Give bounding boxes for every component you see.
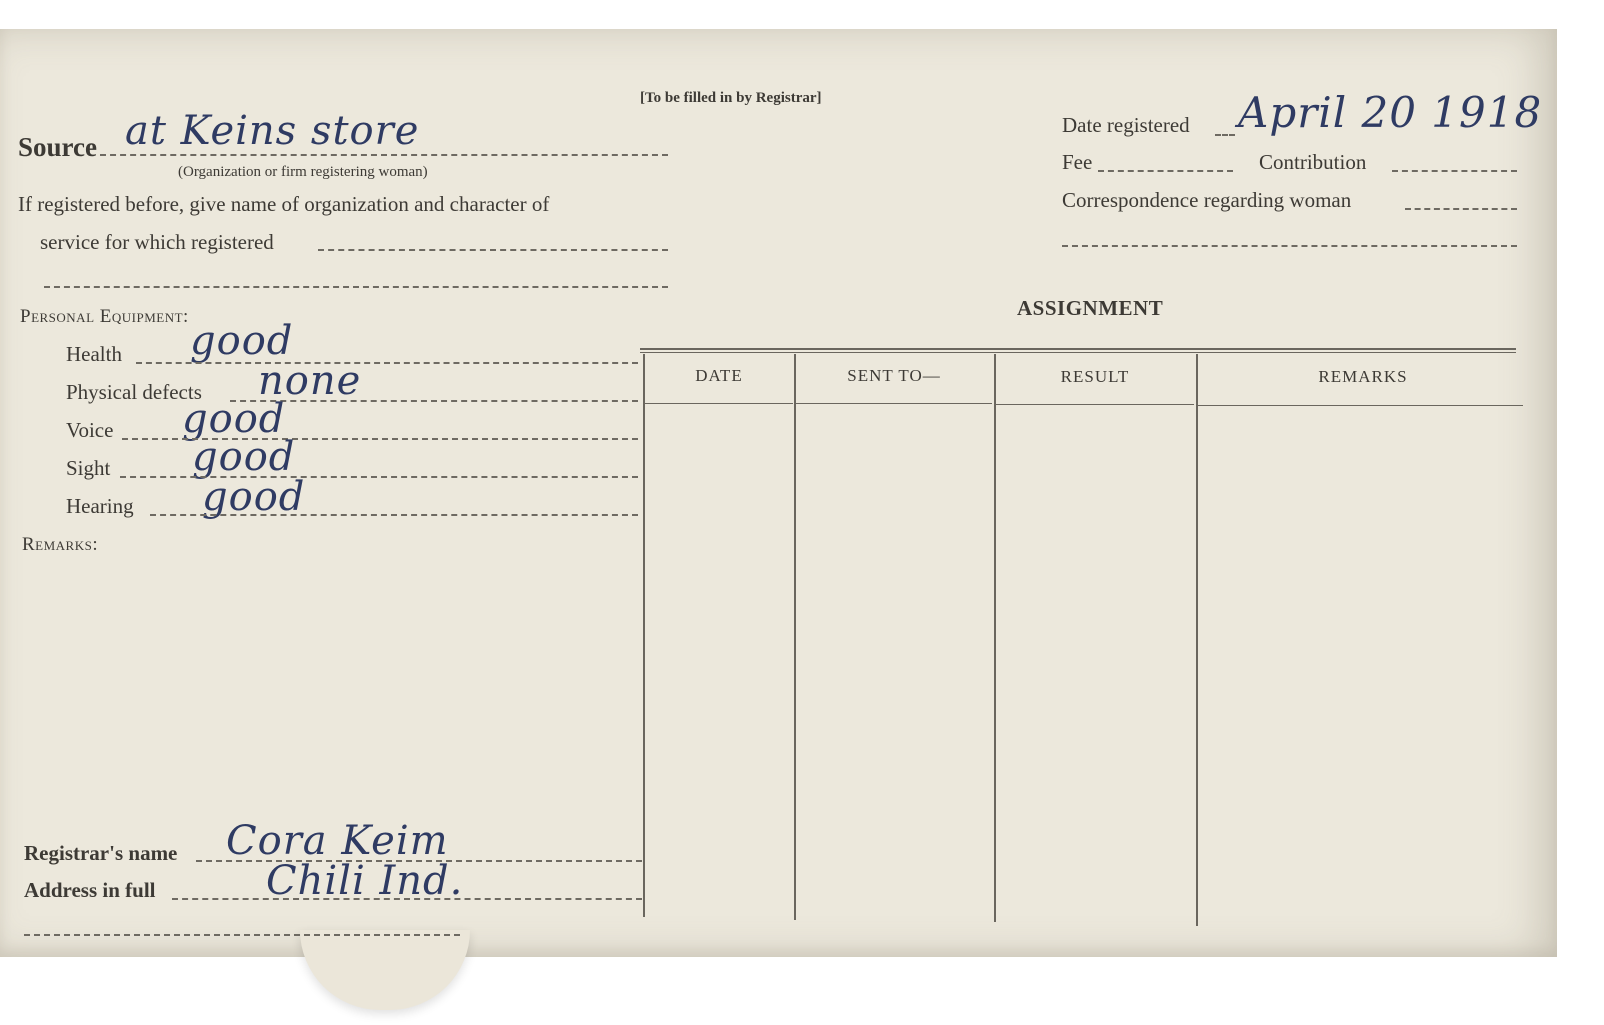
registrar-note: [To be filled in by Registrar] (640, 90, 822, 106)
sent-to-header-rule (796, 403, 992, 404)
sight-label: Sight (66, 456, 111, 480)
col-header-date: DATE (695, 366, 743, 385)
col-header-sent-to: SENT TO— (847, 366, 941, 385)
registered-before-line1: If registered before, give name of organization and character of (18, 192, 550, 216)
card-tab (300, 930, 470, 1010)
fee-line (1098, 170, 1233, 172)
sight-line (120, 476, 638, 478)
hearing-label: Hearing (66, 494, 134, 518)
physical-defects-label: Physical defects (66, 380, 202, 404)
assignment-col-border-3 (994, 354, 996, 922)
assignment-col-border-2 (794, 354, 796, 920)
fee-label: Fee (1062, 150, 1093, 174)
date-registered-value: April 20 1918 (1238, 88, 1543, 137)
address-extra-line (24, 934, 460, 936)
contribution-line (1392, 170, 1517, 172)
personal-equipment-title: Personal Equipment: (20, 306, 189, 327)
source-value: at Keins store (125, 108, 420, 154)
correspondence-line (1405, 208, 1517, 210)
physical-defects-value: none (258, 358, 362, 404)
result-header-rule (996, 404, 1194, 405)
contribution-label: Contribution (1259, 150, 1367, 174)
assignment-title: ASSIGNMENT (1017, 296, 1164, 320)
source-caption: (Organization or firm registering woman) (178, 164, 428, 180)
registrar-name-label: Registrar's name (24, 841, 178, 865)
date-header-rule (645, 403, 793, 404)
health-value: good (190, 318, 294, 364)
voice-value: good (182, 396, 286, 442)
registered-before-extra-line (44, 286, 668, 288)
col-header-remarks: REMARKS (1318, 367, 1408, 386)
registered-before-line2: service for which registered (40, 230, 274, 254)
date-registered-line (1215, 134, 1235, 136)
health-label: Health (66, 342, 122, 366)
correspondence-extra-line (1062, 245, 1517, 247)
hearing-value: good (202, 474, 306, 520)
remarks-header-rule (1198, 405, 1523, 406)
address-label: Address in full (24, 878, 156, 902)
voice-label: Voice (66, 418, 114, 442)
correspondence-label: Correspondence regarding woman (1062, 188, 1352, 212)
col-header-result: RESULT (1060, 367, 1130, 386)
assignment-col-border-1 (643, 354, 645, 917)
registered-before-line (318, 249, 668, 251)
physical-defects-line (230, 400, 638, 402)
address-value: Chili Ind. (266, 858, 464, 904)
source-label: Source (18, 132, 97, 162)
assignment-top-rule-2 (640, 352, 1516, 353)
address-line (172, 898, 642, 900)
remarks-label: Remarks: (22, 534, 99, 555)
health-line (136, 362, 638, 364)
registrar-name-value: Cora Keim (226, 818, 449, 864)
hearing-line (150, 514, 638, 516)
source-line (100, 154, 668, 156)
sight-value: good (192, 434, 296, 480)
assignment-top-rule (640, 348, 1516, 350)
date-registered-label: Date registered (1062, 113, 1190, 137)
assignment-col-border-4 (1196, 354, 1198, 926)
